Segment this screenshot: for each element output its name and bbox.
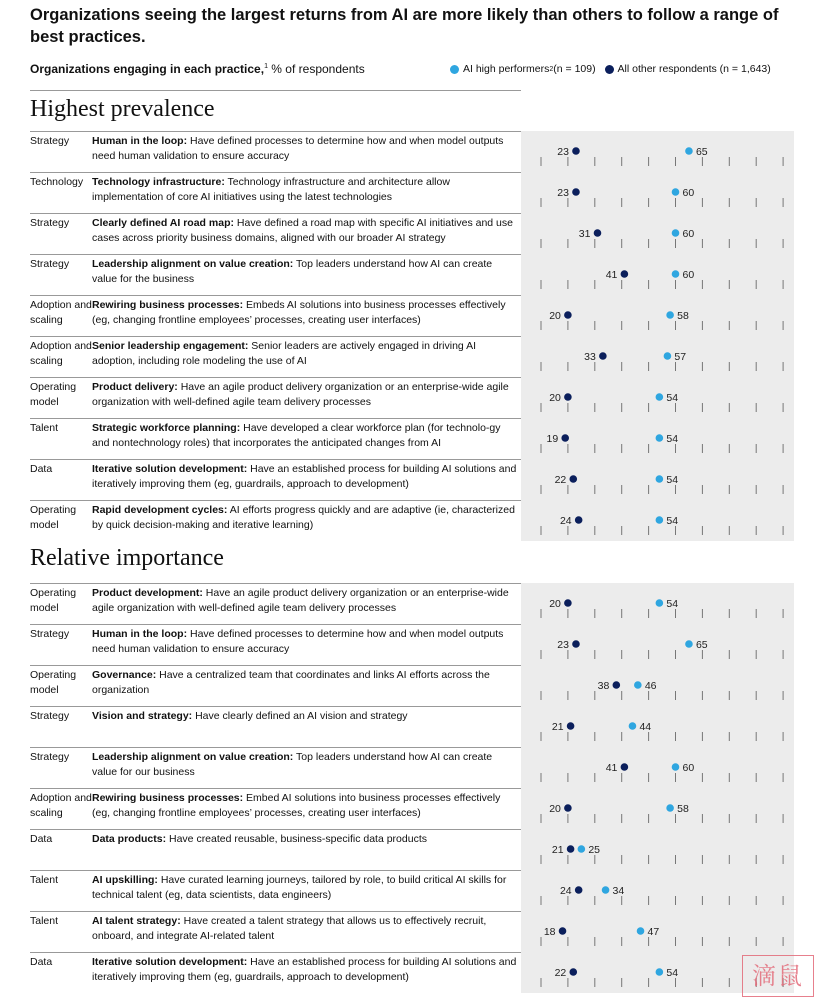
practice-name: Leadership alignment on value creation: [92,258,294,270]
practice-name: Strategic workforce planning: [92,422,241,434]
row-rule [30,172,521,173]
row-category: Operating model [30,669,77,696]
value-label-other: 18 [543,926,556,938]
chart-row [30,254,794,295]
row-category: Operating model [30,504,77,531]
value-label-high: 60 [682,187,695,199]
row-category: Talent [30,915,59,927]
value-label-other: 41 [605,269,618,281]
row-plot-track [521,172,794,213]
practice-text: Embeds AI solutions into business processes effectively (eg, changing frontline employees’ processes, creating user interfaces) [92,299,506,326]
row-rule [30,131,521,132]
dot-high [664,352,672,360]
practice-name: Rewiring business processes: [92,299,244,311]
row-plot-track [521,624,794,665]
value-label-high: 54 [666,967,679,979]
row-plot-track [521,295,794,336]
practice-text: Have defined processes to determine how and when model outputs need human validation to ensure accuracy [92,628,504,655]
dot-high [656,599,664,607]
legend-high-n: (n = 109) [553,63,596,75]
dot-other [575,886,583,894]
subhead-bold: Organizations engaging in each practice, [30,62,265,76]
dot-high [637,927,645,935]
row-description [92,750,518,780]
practice-name: Governance: [92,669,157,681]
practice-text: Technology infrastructure and architecture allow implementation of core AI initiatives using the latest technologies [92,176,450,203]
row-plot [521,336,794,377]
value-label-other: 20 [549,803,561,815]
value-label-other: 21 [551,721,564,733]
dot-other [575,516,583,524]
value-label-high: 57 [674,351,687,363]
dot-high [672,229,680,237]
chart-row [30,583,794,624]
practice-name: Vision and strategy: [92,710,193,722]
practice-text: Have created reusable, business-specific data products [166,833,427,845]
value-label-other: 21 [551,844,564,856]
row-description [92,380,518,410]
dot-other [613,681,621,689]
row-plot [521,459,794,500]
dot-high [672,270,680,278]
value-label-other: 22 [554,474,567,486]
row-category: Strategy [30,217,70,229]
row-plot-track [521,459,794,500]
dot-high [685,147,693,155]
row-plot-track [521,870,794,911]
practice-name: Senior leadership engagement: [92,340,249,352]
row-plot [521,665,794,706]
row-category: Operating model [30,587,77,614]
value-label-high: 46 [644,680,657,692]
chart-row [30,336,794,377]
value-label-high: 44 [639,721,652,733]
legend-high-footnote: 2 [549,65,554,73]
practice-text: Have an agile product delivery organization or an enterprise-wide agile organization with well-defined agile team delivery processes [92,381,509,408]
value-label-high: 54 [666,598,679,610]
practice-name: Technology infrastructure: [92,176,225,188]
value-label-high: 47 [647,926,660,938]
dot-other [561,434,569,442]
dot-high [656,393,664,401]
practice-name: Iterative solution development: [92,956,248,968]
practice-name: Product delivery: [92,381,178,393]
row-rule [30,665,521,666]
chart-row [30,624,794,665]
dot-other [564,393,572,401]
practice-name: Clearly defined AI road map: [92,217,234,229]
chart-row [30,665,794,706]
row-category: Data [30,956,53,968]
practice-text: Top leaders understand how AI can create value for the business [92,258,493,285]
row-rule [30,870,521,871]
row-rule [30,418,521,419]
practice-text: Top leaders understand how AI can create value for our business [92,751,493,778]
value-label-other: 23 [557,187,569,199]
row-plot [521,131,794,172]
row-description [92,873,518,903]
practice-text: Have a centralized team that coordinates and links AI efforts across the organization [92,669,490,696]
chart-row [30,788,794,829]
row-plot [521,418,794,459]
dot-other [572,147,580,155]
row-plot-track [521,747,794,788]
row-rule [30,213,521,214]
practice-name: Data products: [92,833,167,845]
dot-other [569,475,577,483]
value-label-other: 31 [578,228,591,240]
dot-high [656,434,664,442]
row-category: Strategy [30,258,70,270]
value-label-high: 54 [666,474,679,486]
row-plot-track [521,829,794,870]
row-category: Data [30,463,53,475]
row-plot [521,706,794,747]
dot-other [572,188,580,196]
practice-name: Iterative solution development: [92,463,248,475]
row-category: Adoption and scaling [30,340,92,367]
practice-text: Have developed a clear workforce plan (for technolo-gy and nontechnology roles) that incorporates the anticipated changes from AI [92,422,501,449]
row-rule [30,788,521,789]
chart-row [30,706,794,747]
row-description [92,421,518,451]
chart-row [30,418,794,459]
row-description [92,216,518,246]
value-label-high: 34 [612,885,625,897]
row-rule [30,747,521,748]
row-plot-track [521,213,794,254]
row-rule [30,829,521,830]
dot-high [602,886,610,894]
dot-other [599,352,607,360]
legend-other-dot [605,65,614,74]
value-label-high: 54 [666,392,679,404]
row-plot [521,583,794,624]
row-plot [521,500,794,541]
dot-high [666,311,674,319]
legend [450,63,777,77]
dot-high [634,681,642,689]
row-rule [30,706,521,707]
row-description [92,709,518,724]
value-label-high: 60 [682,269,695,281]
row-plot [521,829,794,870]
dot-other [567,845,575,853]
row-plot [521,213,794,254]
value-label-high: 60 [682,228,695,240]
value-label-other: 41 [605,762,618,774]
value-label-high: 54 [666,515,679,527]
chart-row [30,213,794,254]
row-category: Adoption and scaling [30,299,92,326]
row-plot-track [521,500,794,541]
row-category: Talent [30,874,59,886]
row-description [92,134,518,164]
row-category: Strategy [30,710,70,722]
row-rule [30,336,521,337]
chart-row [30,952,794,993]
section-title: Relative importance [30,545,224,571]
row-plot-track [521,131,794,172]
dot-other [564,311,572,319]
dot-other [621,270,629,278]
value-label-other: 19 [546,433,559,445]
row-description [92,175,518,205]
row-description [92,955,518,985]
value-label-other: 22 [554,967,567,979]
row-plot [521,911,794,952]
practice-text: Have an agile product delivery organization or an enterprise-wide agile organization with well-defined agile team delivery processes [92,587,509,614]
value-label-high: 60 [682,762,695,774]
value-label-high: 25 [588,844,601,856]
row-plot-track [521,254,794,295]
value-label-high: 58 [677,310,689,322]
chart-row [30,500,794,541]
row-category: Operating model [30,381,77,408]
practice-name: Product development: [92,587,203,599]
row-description [92,791,518,821]
practice-text: Senior leaders are actively engaged in driving AI adoption, including role modeling the use of AI [92,340,477,367]
row-rule [30,295,521,296]
dot-high [578,845,586,853]
chart-row [30,295,794,336]
row-description [92,257,518,287]
row-category: Strategy [30,628,70,640]
value-label-high: 54 [666,433,679,445]
row-description [92,298,518,328]
row-plot-track [521,336,794,377]
row-plot-track [521,911,794,952]
subhead-rest: % of respondents [267,62,365,76]
row-description [92,462,518,492]
row-description [92,668,518,698]
row-plot-track [521,706,794,747]
dot-other [621,763,629,771]
practice-text: Embed AI solutions into business processes effectively (eg, changing frontline employees’ processes, creating user interfaces) [92,792,501,819]
row-description [92,832,518,847]
row-plot [521,254,794,295]
value-label-other: 20 [549,598,561,610]
practice-text: Have an established process for building AI solutions and iteratively improving them (eg, guardrails, approach to development) [92,463,517,490]
row-description [92,503,518,533]
chart-row [30,870,794,911]
row-plot [521,377,794,418]
dot-high [656,516,664,524]
chart-row [30,829,794,870]
dot-other [564,599,572,607]
chart-subhead [30,62,365,76]
value-label-other: 24 [559,515,572,527]
section-title: Highest prevalence [30,96,215,122]
practice-name: AI upskilling: [92,874,158,886]
dot-other [567,722,575,730]
value-label-other: 23 [557,639,569,651]
row-plot [521,788,794,829]
dot-other [569,968,577,976]
practice-name: AI talent strategy: [92,915,181,927]
legend-item-high [450,63,596,75]
practice-text: Have created a talent strategy that allows us to effectively recruit, onboard, and integrate AI-related talent [92,915,487,942]
legend-high-label: AI high performers [463,63,550,75]
row-description [92,339,518,369]
value-label-other: 24 [559,885,572,897]
row-rule [30,459,521,460]
practice-name: Rewiring business processes: [92,792,244,804]
dot-high [656,475,664,483]
row-plot [521,295,794,336]
value-label-other: 33 [584,351,596,363]
practice-text: Have an established process for building AI solutions and iteratively improving them (eg, guardrails, approach to development) [92,956,517,983]
legend-item-other [605,63,771,75]
practice-text: AI efforts progress quickly and are adaptive (ie, characterized by quick decision-making and iterative learning) [92,504,515,531]
row-rule [30,500,521,501]
row-plot-track [521,788,794,829]
row-plot-track [521,377,794,418]
row-plot-track [521,665,794,706]
dot-other [559,927,567,935]
chart-row [30,747,794,788]
dot-high [672,188,680,196]
value-label-high: 65 [695,639,708,651]
row-category: Technology [30,176,84,188]
dot-other [594,229,602,237]
row-description [92,914,518,944]
row-category: Data [30,833,53,845]
chart-row [30,172,794,213]
row-description [92,627,518,657]
value-label-high: 65 [695,146,708,158]
legend-high-dot [450,65,459,74]
practice-name: Rapid development cycles: [92,504,228,516]
value-label-other: 23 [557,146,569,158]
dot-other [572,640,580,648]
row-rule [30,952,521,953]
dot-high [685,640,693,648]
chart-row [30,131,794,172]
row-plot [521,624,794,665]
value-label-other: 20 [549,310,561,322]
row-category: Talent [30,422,59,434]
chart-row [30,377,794,418]
row-description [92,586,518,616]
row-rule [30,583,521,584]
row-plot [521,870,794,911]
row-plot [521,172,794,213]
row-category: Adoption and scaling [30,792,92,819]
row-category: Strategy [30,751,70,763]
practice-text: Have curated learning journeys, tailored by role, to build critical AI skills for technical talent (eg, data scientists, data engineers) [92,874,507,901]
practice-text: Have defined processes to determine how and when model outputs need human validation to ensure accuracy [92,135,504,162]
dot-high [666,804,674,812]
subhead-footnote: 1 [264,63,268,70]
chart-headline: Organizations seeing the largest returns from AI are more likely than others to follow a range of best practices. [30,6,779,46]
row-plot [521,747,794,788]
value-label-high: 58 [677,803,689,815]
dot-high [629,722,637,730]
chart-row [30,911,794,952]
practice-text: Have clearly defined an AI vision and strategy [192,710,408,722]
practice-text: Have defined a road map with specific AI initiatives and use cases across priority business domains, aligned with our broader AI strategy [92,217,513,244]
row-rule [30,377,521,378]
legend-other-label: All other respondents (n = 1,643) [617,63,771,75]
watermark-stamp: 滴鼠 [742,955,814,997]
chart-row [30,459,794,500]
row-rule [30,624,521,625]
row-plot-track [521,418,794,459]
row-rule [30,254,521,255]
value-label-other: 38 [597,680,610,692]
header-rule [30,90,521,91]
practice-name: Human in the loop: [92,628,188,640]
row-rule [30,911,521,912]
row-plot-track [521,583,794,624]
dot-other [564,804,572,812]
dot-high [656,968,664,976]
dot-high [672,763,680,771]
row-category: Strategy [30,135,70,147]
practice-name: Human in the loop: [92,135,188,147]
value-label-other: 20 [549,392,561,404]
practice-name: Leadership alignment on value creation: [92,751,294,763]
